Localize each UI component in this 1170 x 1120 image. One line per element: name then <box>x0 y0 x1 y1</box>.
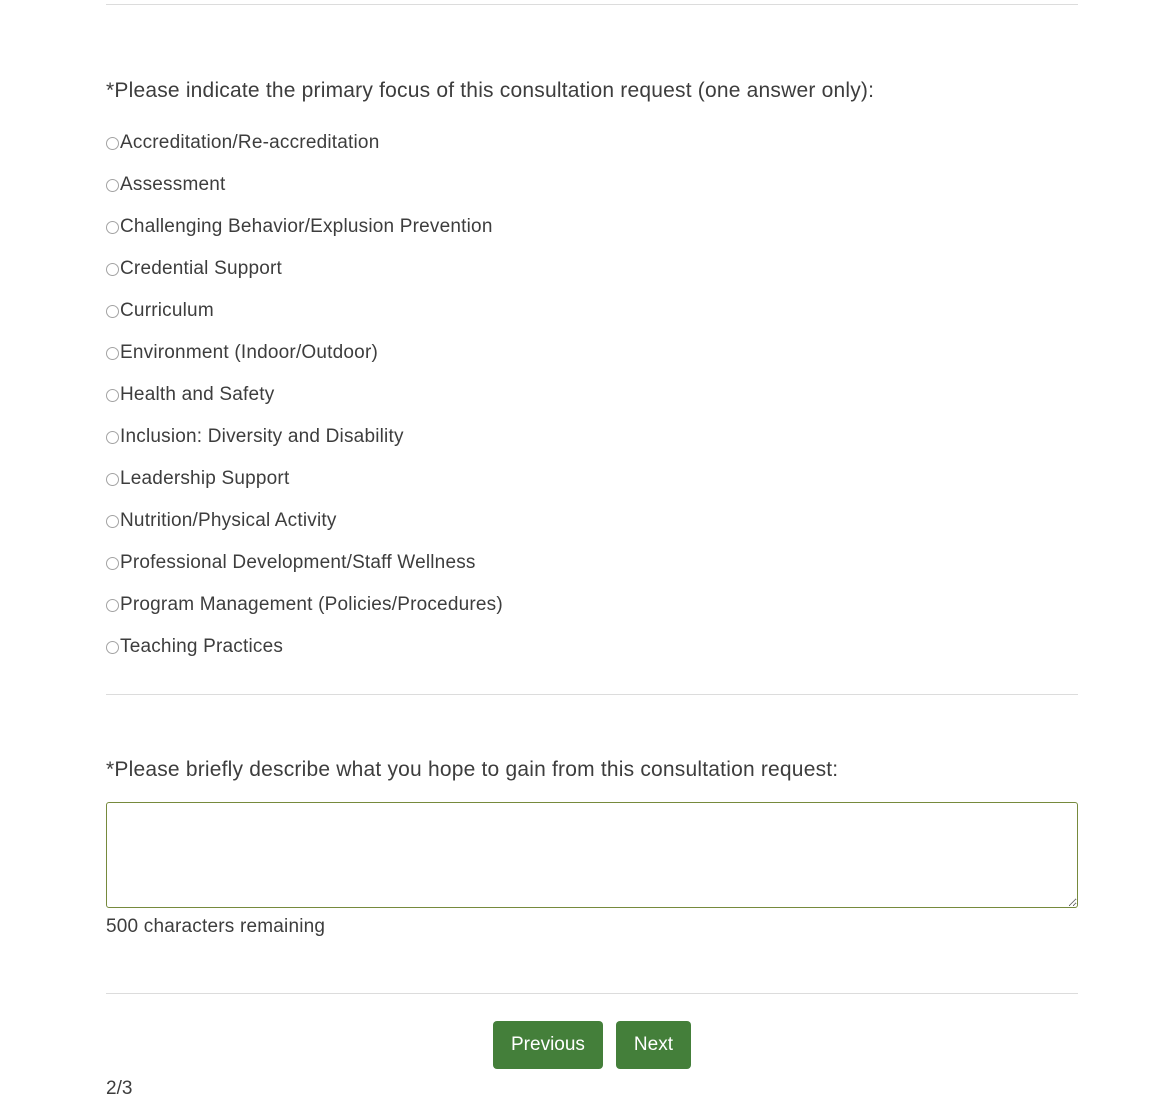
radio-button-icon[interactable] <box>106 389 119 402</box>
radio-option[interactable] <box>106 500 1078 542</box>
describe-textarea[interactable] <box>106 802 1078 908</box>
radio-button-icon[interactable] <box>106 179 119 192</box>
divider-top <box>106 4 1078 5</box>
survey-content <box>106 4 1078 1120</box>
question-primary-focus <box>106 77 1078 668</box>
divider-bottom <box>106 993 1078 994</box>
radio-option[interactable] <box>106 332 1078 374</box>
radio-option[interactable] <box>106 416 1078 458</box>
radio-option[interactable] <box>106 626 1078 668</box>
radio-option[interactable] <box>106 290 1078 332</box>
radio-option-label: Program Management (Policies/Procedures) <box>120 594 503 615</box>
page-indicator: 2/3 <box>106 1078 133 1099</box>
radio-option-label: Leadership Support <box>120 468 290 489</box>
radio-option-label: Challenging Behavior/Explusion Prevention <box>120 216 493 237</box>
radio-button-icon[interactable] <box>106 641 119 654</box>
question-describe <box>106 756 1078 938</box>
radio-option[interactable] <box>106 374 1078 416</box>
radio-option-label: Curriculum <box>120 300 214 321</box>
previous-button[interactable]: Previous <box>493 1021 603 1069</box>
radio-button-icon[interactable] <box>106 599 119 612</box>
radio-option[interactable] <box>106 206 1078 248</box>
radio-button-icon[interactable] <box>106 557 119 570</box>
radio-option[interactable] <box>106 458 1078 500</box>
characters-remaining-label: 500 characters remaining <box>106 916 326 937</box>
radio-option-label: Professional Development/Staff Wellness <box>120 552 476 573</box>
radio-button-icon[interactable] <box>106 347 119 360</box>
radio-option-label: Health and Safety <box>120 384 275 405</box>
radio-option-label: Accreditation/Re-accreditation <box>120 132 380 153</box>
radio-options-list <box>106 122 1078 668</box>
next-button[interactable]: Next <box>616 1021 691 1069</box>
radio-option-label: Credential Support <box>120 258 283 279</box>
radio-option[interactable] <box>106 542 1078 584</box>
radio-option-label: Teaching Practices <box>120 636 284 657</box>
question-describe-title: *Please briefly describe what you hope to gain from this consultation request: <box>106 758 839 781</box>
radio-button-icon[interactable] <box>106 221 119 234</box>
radio-button-icon[interactable] <box>106 137 119 150</box>
radio-option[interactable] <box>106 122 1078 164</box>
radio-button-icon[interactable] <box>106 263 119 276</box>
nav-buttons <box>106 1021 1078 1069</box>
radio-option[interactable] <box>106 248 1078 290</box>
radio-option-label: Inclusion: Diversity and Disability <box>120 426 404 447</box>
divider-middle <box>106 694 1078 695</box>
radio-button-icon[interactable] <box>106 431 119 444</box>
question-primary-focus-title: *Please indicate the primary focus of this consultation request (one answer only): <box>106 79 875 102</box>
radio-option[interactable] <box>106 584 1078 626</box>
radio-option-label: Assessment <box>120 174 226 195</box>
radio-option-label: Nutrition/Physical Activity <box>120 510 337 531</box>
radio-option-label: Environment (Indoor/Outdoor) <box>120 342 378 363</box>
radio-button-icon[interactable] <box>106 305 119 318</box>
radio-button-icon[interactable] <box>106 515 119 528</box>
radio-option[interactable] <box>106 164 1078 206</box>
radio-button-icon[interactable] <box>106 473 119 486</box>
